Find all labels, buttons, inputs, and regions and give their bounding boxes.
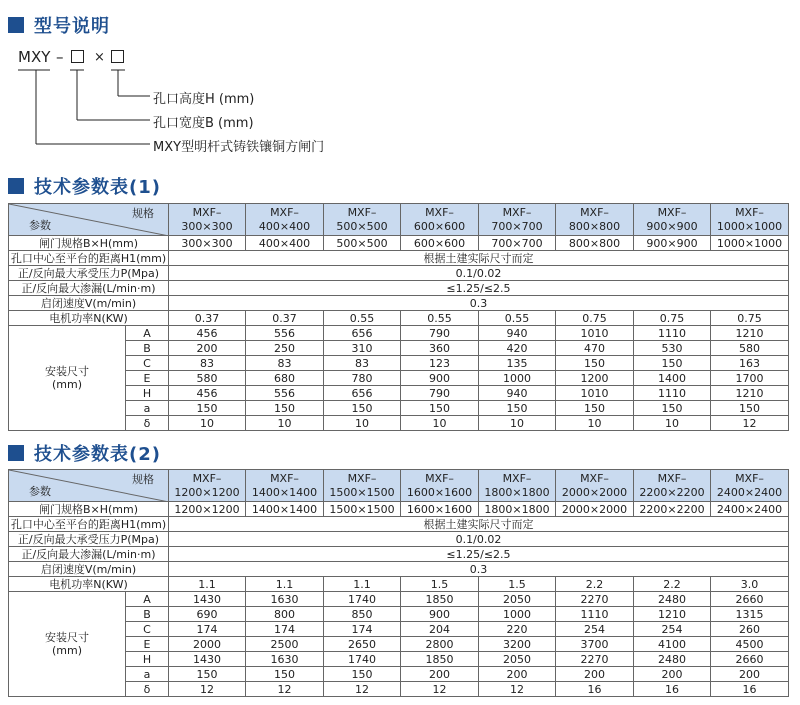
row-label: 启闭速度V(m/min): [9, 562, 169, 577]
table-row: [9, 667, 789, 682]
cell: 1.5: [479, 577, 556, 592]
cell: 680: [246, 371, 324, 386]
cell: 1700: [711, 371, 789, 386]
cell: 1210: [634, 607, 711, 622]
cell: 16: [634, 682, 711, 697]
table-row: [9, 356, 789, 371]
dim-group-label: 安装尺寸 (mm): [9, 326, 126, 431]
cell: 254: [634, 622, 711, 637]
cell: 2800: [401, 637, 479, 652]
cell: 174: [169, 622, 246, 637]
dim-key: A: [126, 326, 169, 341]
table-corner-cell: [9, 204, 169, 236]
table-row: [9, 592, 789, 607]
table-row: [9, 251, 789, 266]
cell: 150: [246, 401, 324, 416]
width-placeholder-box: [71, 50, 84, 63]
cell: 0.3: [169, 296, 789, 311]
cell: 83: [246, 356, 324, 371]
width-label: 孔口宽度B (mm): [153, 116, 254, 131]
table-row: [9, 682, 789, 697]
cell: 2200×2200: [634, 502, 711, 517]
cell: 850: [324, 607, 401, 622]
cell: 470: [556, 341, 634, 356]
cell: 1200×1200: [169, 502, 246, 517]
table-row: [9, 266, 789, 281]
cell: 1630: [246, 592, 324, 607]
cell: 900: [401, 607, 479, 622]
cell: 1000: [479, 371, 556, 386]
cell: 656: [324, 326, 401, 341]
cell: 150: [401, 401, 479, 416]
corner-param-label: 参数: [29, 485, 51, 498]
cell: 0.1/0.02: [169, 532, 789, 547]
table-row: [9, 341, 789, 356]
dim-key: C: [126, 622, 169, 637]
spec-table-2: [8, 469, 789, 697]
cell: 150: [479, 401, 556, 416]
cell: 580: [169, 371, 246, 386]
cell: 200: [556, 667, 634, 682]
cell: 0.55: [324, 311, 401, 326]
cell: 1850: [401, 652, 479, 667]
cell: 580: [711, 341, 789, 356]
cell: 2480: [634, 592, 711, 607]
table-row: [9, 236, 789, 251]
dim-key: C: [126, 356, 169, 371]
cell: 300×300: [169, 236, 246, 251]
cell: 1210: [711, 386, 789, 401]
dim-key: a: [126, 667, 169, 682]
dim-key: E: [126, 371, 169, 386]
cell: 123: [401, 356, 479, 371]
cell: 12: [246, 682, 324, 697]
table-row: [9, 622, 789, 637]
corner-param-label: 参数: [29, 219, 51, 232]
cell: 900×900: [634, 236, 711, 251]
cell: 1010: [556, 386, 634, 401]
cell: 150: [556, 401, 634, 416]
cell: 1200: [556, 371, 634, 386]
dim-key: B: [126, 341, 169, 356]
row-label: 孔口中心至平台的距离H1(mm): [9, 517, 169, 532]
model-header: MXF– 900×900: [634, 204, 711, 236]
corner-spec-label: 规格: [132, 207, 154, 220]
cell: 1315: [711, 607, 789, 622]
cell: 1740: [324, 652, 401, 667]
row-label: 正/反向最大渗漏(L/min·m): [9, 281, 169, 296]
cell: 150: [634, 356, 711, 371]
cell: 1430: [169, 592, 246, 607]
cell: 150: [169, 401, 246, 416]
row-label: 电机功率N(KW): [9, 311, 169, 326]
cell: 220: [479, 622, 556, 637]
cell: 500×500: [324, 236, 401, 251]
cell: 150: [556, 356, 634, 371]
cell: 83: [169, 356, 246, 371]
section-header-table1: [8, 173, 161, 199]
cell: 200: [479, 667, 556, 682]
height-label: 孔口高度H (mm): [153, 92, 255, 107]
cell: 16: [711, 682, 789, 697]
table-row: [9, 311, 789, 326]
cell: 2400×2400: [711, 502, 789, 517]
cell: 556: [246, 326, 324, 341]
model-header: MXF– 2000×2000: [556, 470, 634, 502]
cell: 根据土建实际尺寸而定: [169, 517, 789, 532]
dim-key: H: [126, 652, 169, 667]
cell: 16: [556, 682, 634, 697]
cell: 310: [324, 341, 401, 356]
row-label: 正/反向最大渗漏(L/min·m): [9, 547, 169, 562]
cell: 360: [401, 341, 479, 356]
cell: 10: [479, 416, 556, 431]
cell: 0.1/0.02: [169, 266, 789, 281]
table-row: [9, 637, 789, 652]
model-header: MXF– 1200×1200: [169, 470, 246, 502]
cell: 1210: [711, 326, 789, 341]
cell: 0.75: [711, 311, 789, 326]
row-label: 闸门规格B×H(mm): [9, 502, 169, 517]
cell: 10: [246, 416, 324, 431]
cell: 根据土建实际尺寸而定: [169, 251, 789, 266]
cell: 150: [324, 401, 401, 416]
cell: 174: [246, 622, 324, 637]
cell: 135: [479, 356, 556, 371]
model-diagram: [0, 40, 400, 160]
cell: 800×800: [556, 236, 634, 251]
table-row: [9, 326, 789, 341]
cell: 4500: [711, 637, 789, 652]
cell: 1010: [556, 326, 634, 341]
cell: 10: [634, 416, 711, 431]
cell: 690: [169, 607, 246, 622]
table-row: [9, 281, 789, 296]
cell: 780: [324, 371, 401, 386]
cell: 10: [556, 416, 634, 431]
row-label: 孔口中心至平台的距离H1(mm): [9, 251, 169, 266]
cell: 0.75: [634, 311, 711, 326]
cell: 2480: [634, 652, 711, 667]
table-row: [9, 532, 789, 547]
section-title: 技术参数表(1): [34, 177, 161, 198]
cell: 1800×1800: [479, 502, 556, 517]
cell: 1400×1400: [246, 502, 324, 517]
cell: 200: [634, 667, 711, 682]
cell: 150: [634, 401, 711, 416]
section-square-icon: [8, 445, 24, 461]
cell: 254: [556, 622, 634, 637]
dim-key: A: [126, 592, 169, 607]
cell: 1850: [401, 592, 479, 607]
model-header: MXF– 1400×1400: [246, 470, 324, 502]
table-row: [9, 401, 789, 416]
cell: 3200: [479, 637, 556, 652]
table-row: [9, 517, 789, 532]
cell: 2000×2000: [556, 502, 634, 517]
model-header: MXF– 400×400: [246, 204, 324, 236]
table-row: [9, 547, 789, 562]
cell: 2500: [246, 637, 324, 652]
dim-group-label: 安装尺寸 (mm): [9, 592, 126, 697]
row-label: 电机功率N(KW): [9, 577, 169, 592]
table-row: [9, 296, 789, 311]
cell: 1000: [479, 607, 556, 622]
cell: 174: [324, 622, 401, 637]
cell: 2650: [324, 637, 401, 652]
cell: 600×600: [401, 236, 479, 251]
cell: 1110: [634, 326, 711, 341]
cell: 530: [634, 341, 711, 356]
cell: 2270: [556, 592, 634, 607]
row-label: 正/反向最大承受压力P(Mpa): [9, 532, 169, 547]
table-row: [9, 416, 789, 431]
model-header: MXF– 2400×2400: [711, 470, 789, 502]
cell: 12: [711, 416, 789, 431]
cell: 0.55: [479, 311, 556, 326]
cell: 940: [479, 326, 556, 341]
cell: 150: [169, 667, 246, 682]
spec-table-1: [8, 203, 789, 431]
row-label: 正/反向最大承受压力P(Mpa): [9, 266, 169, 281]
cell: 2000: [169, 637, 246, 652]
model-header: MXF– 300×300: [169, 204, 246, 236]
row-label: 启闭速度V(m/min): [9, 296, 169, 311]
cell: 456: [169, 326, 246, 341]
dim-key: δ: [126, 416, 169, 431]
cell: 12: [401, 682, 479, 697]
cell: 200: [711, 667, 789, 682]
cell: 400×400: [246, 236, 324, 251]
cell: 150: [246, 667, 324, 682]
section-square-icon: [8, 178, 24, 194]
cell: 150: [324, 667, 401, 682]
cell: 1630: [246, 652, 324, 667]
cell: 1600×1600: [401, 502, 479, 517]
cell: 200: [169, 341, 246, 356]
cell: 10: [401, 416, 479, 431]
section-header-table2: [8, 440, 161, 466]
product-label: MXY型明杆式铸铁镶铜方闸门: [153, 140, 325, 155]
cell: 556: [246, 386, 324, 401]
cell: 3700: [556, 637, 634, 652]
cell: 1430: [169, 652, 246, 667]
cell: 656: [324, 386, 401, 401]
cell: 940: [479, 386, 556, 401]
table-row: [9, 502, 789, 517]
cell: 150: [711, 401, 789, 416]
corner-spec-label: 规格: [132, 473, 154, 486]
cell: 0.3: [169, 562, 789, 577]
model-code: MXY: [18, 48, 51, 66]
height-placeholder-box: [111, 50, 124, 63]
cell: 790: [401, 386, 479, 401]
section-title: 技术参数表(2): [34, 444, 161, 465]
cell: 420: [479, 341, 556, 356]
model-header: MXF– 1600×1600: [401, 470, 479, 502]
cell: 204: [401, 622, 479, 637]
cell: 250: [246, 341, 324, 356]
model-header: MXF– 700×700: [479, 204, 556, 236]
cell: 12: [324, 682, 401, 697]
cell: 1000×1000: [711, 236, 789, 251]
cell: 900: [401, 371, 479, 386]
table-row: [9, 371, 789, 386]
row-label: 闸门规格B×H(mm): [9, 236, 169, 251]
cell: 700×700: [479, 236, 556, 251]
cell: 1110: [634, 386, 711, 401]
cell: 260: [711, 622, 789, 637]
cell: 456: [169, 386, 246, 401]
cell: 2.2: [556, 577, 634, 592]
model-header: MXF– 800×800: [556, 204, 634, 236]
dim-key: a: [126, 401, 169, 416]
model-header: MXF– 1000×1000: [711, 204, 789, 236]
table-row: [9, 562, 789, 577]
cell: 0.75: [556, 311, 634, 326]
table-row: [9, 652, 789, 667]
cell: 12: [169, 682, 246, 697]
model-header: MXF– 600×600: [401, 204, 479, 236]
cell: 1.1: [246, 577, 324, 592]
cell: 0.55: [401, 311, 479, 326]
cell: 2050: [479, 592, 556, 607]
table-row: [9, 607, 789, 622]
cell: 2660: [711, 592, 789, 607]
model-header: MXF– 1800×1800: [479, 470, 556, 502]
table-corner-cell: [9, 470, 169, 502]
cell: 790: [401, 326, 479, 341]
cell: 4100: [634, 637, 711, 652]
cell: ≤1.25/≤2.5: [169, 547, 789, 562]
section-square-icon: [8, 17, 24, 33]
dim-key: δ: [126, 682, 169, 697]
section-header-model: [8, 12, 110, 38]
table-row: [9, 386, 789, 401]
cell: 0.37: [246, 311, 324, 326]
cell: 12: [479, 682, 556, 697]
cell: 1740: [324, 592, 401, 607]
cell: 1.1: [324, 577, 401, 592]
cell: 2660: [711, 652, 789, 667]
table-row: [9, 577, 789, 592]
cell: ≤1.25/≤2.5: [169, 281, 789, 296]
model-header: MXF– 2200×2200: [634, 470, 711, 502]
cell: 1400: [634, 371, 711, 386]
cell: 10: [324, 416, 401, 431]
cell: 10: [169, 416, 246, 431]
cell: 800: [246, 607, 324, 622]
model-times: ×: [94, 50, 105, 65]
model-dash: –: [56, 48, 64, 66]
cell: 163: [711, 356, 789, 371]
model-header: MXF– 500×500: [324, 204, 401, 236]
dim-key: B: [126, 607, 169, 622]
dim-key: H: [126, 386, 169, 401]
cell: 2.2: [634, 577, 711, 592]
cell: 1.1: [169, 577, 246, 592]
cell: 0.37: [169, 311, 246, 326]
cell: 83: [324, 356, 401, 371]
cell: 1500×1500: [324, 502, 401, 517]
cell: 200: [401, 667, 479, 682]
model-header: MXF– 1500×1500: [324, 470, 401, 502]
section-title: 型号说明: [34, 16, 110, 37]
cell: 1110: [556, 607, 634, 622]
cell: 2270: [556, 652, 634, 667]
cell: 3.0: [711, 577, 789, 592]
cell: 1.5: [401, 577, 479, 592]
cell: 2050: [479, 652, 556, 667]
dim-key: E: [126, 637, 169, 652]
